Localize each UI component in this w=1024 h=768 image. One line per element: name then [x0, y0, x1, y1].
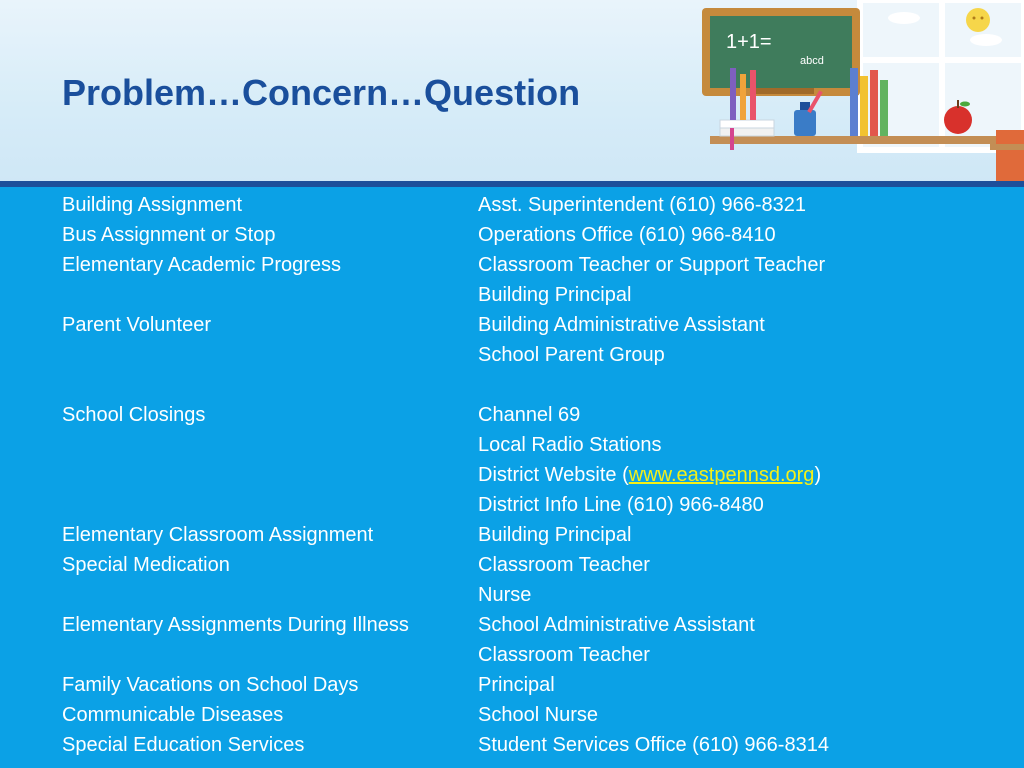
problem-label: Special Education Services — [62, 734, 305, 756]
contact-label: Classroom Teacher — [478, 644, 650, 666]
contact-label: Classroom Teacher or Support Teacher — [478, 254, 826, 276]
problem-label: Elementary Academic Progress — [62, 254, 342, 276]
contacts-table — [0, 187, 1024, 768]
problem-label: School Closings — [62, 404, 206, 426]
problem-label: Family Vacations on School Days — [62, 674, 359, 696]
contact-label: Building Administrative Assistant — [478, 314, 765, 336]
contact-label: Building Principal — [478, 524, 632, 546]
problem-label: Special Medication — [62, 554, 230, 576]
table-row — [0, 400, 1024, 430]
problem-label: Elementary Assignments During Illness — [62, 614, 409, 636]
table-row — [0, 430, 1024, 460]
contact-label — [478, 460, 821, 490]
table-row — [0, 280, 1024, 310]
table-row — [0, 310, 1024, 340]
books-icon — [720, 120, 774, 150]
table-row — [0, 580, 1024, 610]
contact-label: District Info Line (610) 966-8480 — [478, 494, 764, 516]
website-suffix: ) — [814, 464, 822, 486]
contact-label: School Nurse — [478, 704, 599, 726]
table-row — [0, 250, 1024, 280]
contact-label: Nurse — [478, 584, 532, 606]
problem-label: Parent Volunteer — [62, 314, 211, 336]
table-row — [0, 340, 1024, 370]
problem-label: Bus Assignment or Stop — [62, 224, 276, 246]
classroom-illustration — [690, 0, 1024, 183]
problem-label: Elementary Classroom Assignment — [62, 524, 374, 546]
contact-label: Student Services Office (610) 966-8314 — [478, 734, 829, 756]
table-row — [0, 460, 1024, 490]
table-row — [0, 490, 1024, 520]
problem-label: Building Assignment — [62, 194, 243, 216]
shelf — [710, 136, 1024, 144]
table-row — [0, 700, 1024, 730]
table-row — [0, 220, 1024, 250]
contact-label: School Administrative Assistant — [478, 614, 755, 636]
chalkboard-icon — [702, 8, 860, 96]
district-website-link[interactable]: www.eastpennsd.org — [628, 464, 815, 486]
table-row — [0, 190, 1024, 220]
contact-label: Local Radio Stations — [478, 434, 662, 456]
contact-label: Channel 69 — [478, 404, 581, 426]
sun-icon — [966, 8, 990, 32]
contact-label: Classroom Teacher — [478, 554, 650, 576]
contact-label: Operations Office (610) 966-8410 — [478, 224, 776, 246]
board-abcd-text: abcd — [800, 55, 824, 67]
contact-label: Asst. Superintendent (610) 966-8321 — [478, 194, 806, 216]
slide-title: Problem…Concern…Question — [62, 72, 581, 113]
table-row — [0, 520, 1024, 550]
table-row — [0, 610, 1024, 640]
contact-label: Building Principal — [478, 284, 632, 306]
problem-label: Communicable Diseases — [62, 704, 284, 726]
table-row — [0, 730, 1024, 760]
contact-label: School Parent Group — [478, 344, 665, 366]
ink-bottle-icon — [794, 90, 823, 136]
table-row — [0, 670, 1024, 700]
table-row — [0, 550, 1024, 580]
slide-header — [0, 0, 1024, 183]
website-prefix: District Website ( — [478, 464, 629, 486]
board-math-text: 1+1= — [726, 31, 772, 53]
contact-label: Principal — [478, 674, 555, 696]
table-row — [0, 640, 1024, 670]
table-row — [0, 370, 1024, 400]
